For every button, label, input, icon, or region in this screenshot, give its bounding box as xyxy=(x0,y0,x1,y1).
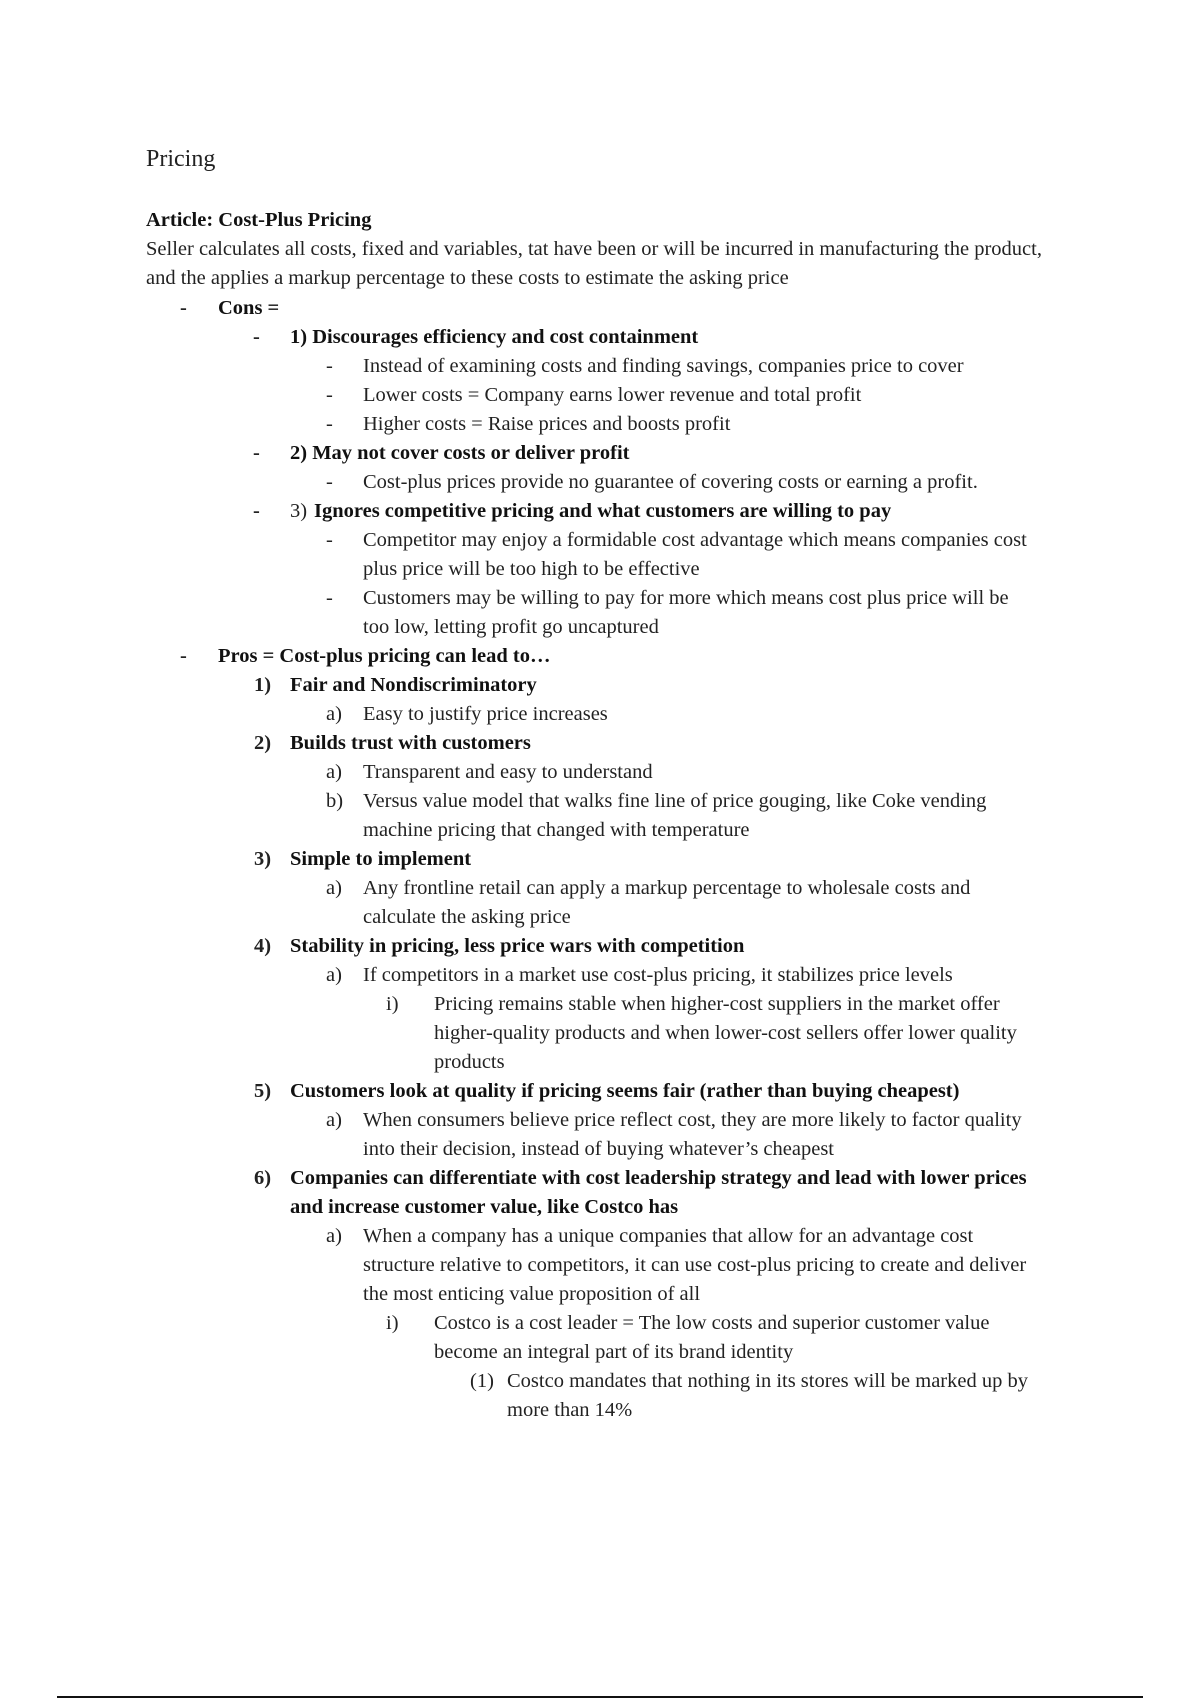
pros-item-6-heading-continuation: and increase customer value, like Costco has xyxy=(290,1196,679,1218)
list-item-continuation: too low, letting profit go uncaptured xyxy=(363,616,659,638)
list-item: Pricing remains stable when higher-cost suppliers in the market offer xyxy=(434,993,1000,1015)
list-item: Versus value model that walks fine line of price gouging, like Coke vending xyxy=(363,790,987,812)
list-item-continuation: into their decision, instead of buying whatever’s cheapest xyxy=(363,1138,834,1160)
list-number: 4) xyxy=(254,935,272,957)
list-number: 5) xyxy=(254,1080,272,1102)
intro-paragraph: Seller calculates all costs, fixed and variables, tat have been or will be incurred in manufacturing the product, and the applies a markup percentage to these costs to estimate the asking price xyxy=(146,238,1042,289)
bullet-marker: - xyxy=(326,384,333,406)
bullet-marker: - xyxy=(180,645,187,667)
list-item: Lower costs = Company earns lower revenue and total profit xyxy=(363,384,862,406)
bullet-marker: - xyxy=(326,413,333,435)
list-item: When consumers believe price reflect cost, they are more likely to factor quality xyxy=(363,1109,1022,1131)
bullet-marker: - xyxy=(180,297,187,319)
list-letter: b) xyxy=(326,790,344,812)
list-roman: i) xyxy=(386,993,399,1015)
cons-label: Cons = xyxy=(218,297,280,319)
pros-item-5-heading: Customers look at quality if pricing seems fair (rather than buying cheapest) xyxy=(290,1080,960,1102)
list-item-continuation: products xyxy=(434,1051,505,1073)
bullet-marker: - xyxy=(326,587,333,609)
list-item-continuation: more than 14% xyxy=(507,1399,633,1421)
list-letter: a) xyxy=(326,877,342,899)
list-number: 6) xyxy=(254,1167,272,1189)
list-item-continuation: plus price will be too high to be effective xyxy=(363,558,700,580)
list-letter: a) xyxy=(326,964,342,986)
list-item-continuation: higher-quality products and when lower-cost sellers offer lower quality xyxy=(434,1022,1017,1044)
footer-rule xyxy=(57,1696,1143,1698)
list-letter: a) xyxy=(326,1109,342,1131)
bullet-marker: - xyxy=(253,442,260,464)
bullet-marker: - xyxy=(326,529,333,551)
list-letter: a) xyxy=(326,1225,342,1247)
list-number: 1) xyxy=(254,674,272,696)
list-item-continuation: become an integral part of its brand identity xyxy=(434,1341,794,1363)
list-letter: a) xyxy=(326,703,342,725)
list-item-continuation: calculate the asking price xyxy=(363,906,571,928)
pros-label: Pros = Cost-plus pricing can lead to… xyxy=(218,645,551,667)
list-item: Instead of examining costs and finding savings, companies price to cover xyxy=(363,355,964,377)
list-roman: i) xyxy=(386,1312,399,1334)
list-number-paren: (1) xyxy=(470,1370,494,1392)
bullet-marker: - xyxy=(253,500,260,522)
bullet-marker: - xyxy=(326,471,333,493)
list-item-continuation: structure relative to competitors, it can use cost-plus pricing to create and deliver xyxy=(363,1254,1027,1276)
pros-item-2-heading: Builds trust with customers xyxy=(290,732,531,754)
pros-item-3-heading: Simple to implement xyxy=(290,848,472,870)
pros-item-6-heading: Companies can differentiate with cost leadership strategy and lead with lower prices xyxy=(290,1167,1027,1189)
pros-item-1-heading: Fair and Nondiscriminatory xyxy=(290,674,537,696)
cons-item-3-heading: Ignores competitive pricing and what customers are willing to pay xyxy=(314,500,892,522)
list-item: Competitor may enjoy a formidable cost advantage which means companies cost xyxy=(363,529,1027,551)
list-letter: a) xyxy=(326,761,342,783)
bullet-marker: - xyxy=(326,355,333,377)
list-item: Costco mandates that nothing in its stores will be marked up by xyxy=(507,1370,1028,1392)
cons-item-3-number: 3) xyxy=(290,500,308,522)
list-item: Costco is a cost leader = The low costs and superior customer value xyxy=(434,1312,990,1334)
list-item: Higher costs = Raise prices and boosts profit xyxy=(363,413,731,435)
list-number: 3) xyxy=(254,848,272,870)
page-title: Pricing xyxy=(146,146,216,172)
cons-item-1-heading: 1) Discourages efficiency and cost containment xyxy=(290,326,699,348)
list-item: Easy to justify price increases xyxy=(363,703,608,725)
article-heading: Article: Cost-Plus Pricing xyxy=(146,209,372,231)
cons-item-2-heading: 2) May not cover costs or deliver profit xyxy=(290,442,630,464)
list-item-continuation: machine pricing that changed with temperature xyxy=(363,819,750,841)
list-item: Any frontline retail can apply a markup percentage to wholesale costs and xyxy=(363,877,971,899)
list-item: If competitors in a market use cost-plus pricing, it stabilizes price levels xyxy=(363,964,953,986)
bullet-marker: - xyxy=(253,326,260,348)
list-item: When a company has a unique companies that allow for an advantage cost xyxy=(363,1225,974,1247)
list-number: 2) xyxy=(254,732,272,754)
list-item: Cost-plus prices provide no guarantee of covering costs or earning a profit. xyxy=(363,471,978,493)
list-item: Customers may be willing to pay for more which means cost plus price will be xyxy=(363,587,1009,609)
list-item-continuation: the most enticing value proposition of all xyxy=(363,1283,701,1305)
list-item: Transparent and easy to understand xyxy=(363,761,653,783)
pros-item-4-heading: Stability in pricing, less price wars with competition xyxy=(290,935,745,957)
